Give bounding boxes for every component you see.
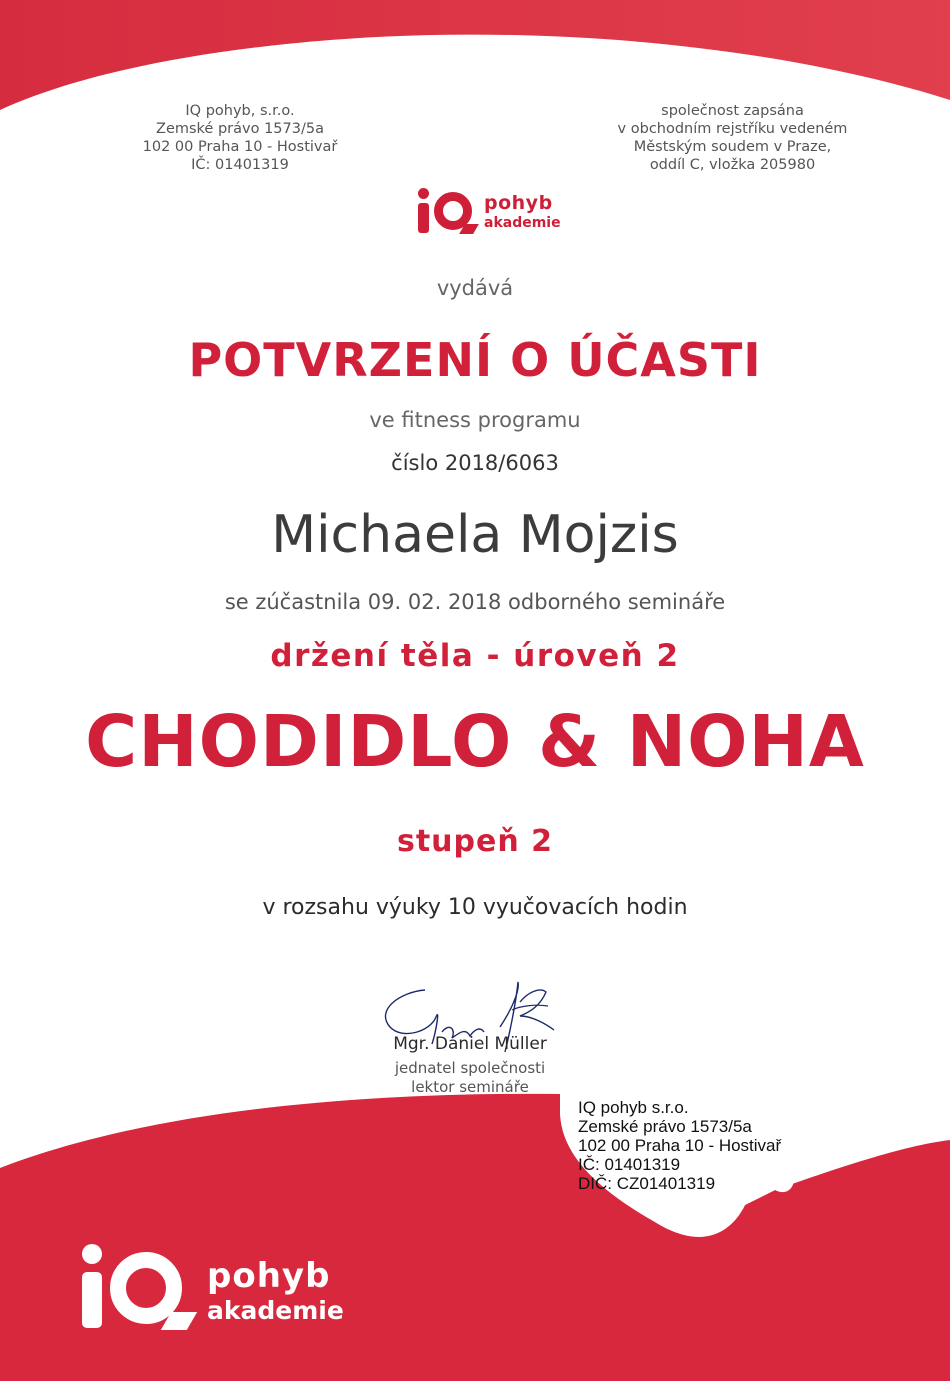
- participant-name: Michaela Mojzis: [271, 505, 679, 565]
- participation-statement: se zúčastnila 09. 02. 2018 odborného semináře: [224, 590, 726, 614]
- company-street: Zemské právo 1573/5a: [156, 121, 324, 137]
- registration-line-1: společnost zapsána: [661, 103, 804, 119]
- company-address-block: [100, 102, 380, 174]
- top-red-band: [0, 0, 950, 110]
- registration-line-2: v obchodním rejstříku vedeném: [617, 121, 848, 137]
- logo-word-akademie: akademie: [484, 215, 561, 231]
- top-logo: [418, 188, 588, 248]
- logo-i-stem: [418, 203, 429, 233]
- company-id: IČ: 01401319: [191, 157, 289, 173]
- company-stamp: [578, 1098, 838, 1193]
- certificate-number: číslo 2018/6063: [391, 451, 559, 475]
- seminar-topic: držení těla - úroveň 2: [270, 638, 680, 674]
- course-level: stupeň 2: [396, 824, 554, 859]
- stamp-line-5: DIČ: CZ01401319: [578, 1174, 716, 1193]
- registration-line-3: Městským soudem v Praze,: [633, 139, 832, 155]
- bottom-logo-i-stem: [82, 1272, 102, 1328]
- company-name: IQ pohyb, s.r.o.: [185, 103, 295, 119]
- signatory-role-1: jednatel společnosti: [394, 1059, 546, 1077]
- stamp-line-1: IQ pohyb s.r.o.: [578, 1098, 689, 1117]
- course-scope: v rozsahu výuky 10 vyučovacích hodin: [262, 895, 688, 920]
- course-name: CHODIDLO & NOHA: [85, 700, 865, 783]
- stamp-line-2: Zemské právo 1573/5a: [578, 1117, 752, 1136]
- bottom-logo-word-akademie: akademie: [207, 1296, 344, 1325]
- logo-i-dot: [418, 188, 429, 199]
- bottom-logo-word-pohyb: pohyb: [207, 1256, 331, 1296]
- issues-text: vydává: [436, 276, 514, 300]
- signatory-name: Mgr. Daniel Müller: [393, 1034, 547, 1054]
- signatory-role-2: lektor semináře: [411, 1078, 529, 1096]
- certificate-title: POTVRZENÍ O ÚČASTI: [188, 333, 762, 387]
- logo-word-pohyb: pohyb: [484, 192, 553, 214]
- signatory-roles: [330, 1059, 610, 1097]
- company-city: 102 00 Praha 10 - Hostivař: [142, 139, 338, 155]
- bottom-logo: [82, 1244, 352, 1344]
- stamp-line-3: 102 00 Praha 10 - Hostivař: [578, 1136, 782, 1155]
- stamp-line-4: IČ: 01401319: [578, 1155, 681, 1174]
- certificate-subtitle: ve fitness programu: [369, 408, 581, 432]
- registration-block: [560, 102, 905, 174]
- bottom-logo-i-dot: [82, 1244, 102, 1264]
- registration-line-4: oddíl C, vložka 205980: [649, 157, 816, 173]
